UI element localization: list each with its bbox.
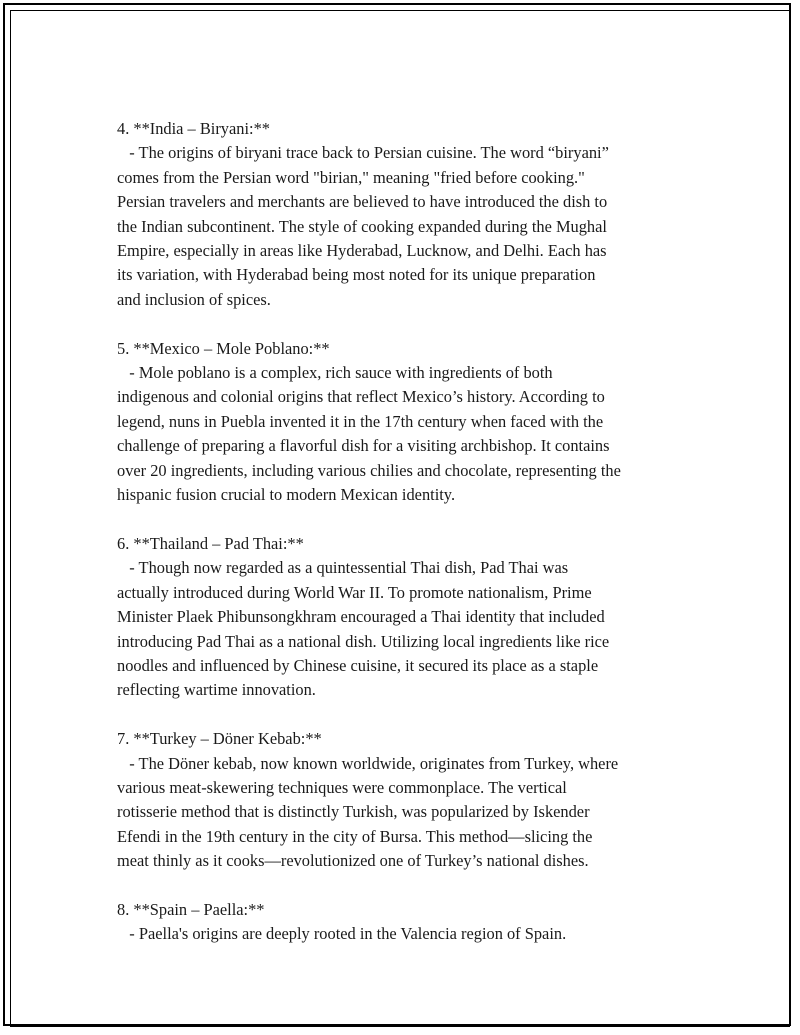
paragraph-line: legend, nuns in Puebla invented it in the 17th century when faced with the [117,411,604,431]
section-heading: 7. **Turkey – Döner Kebab:** [117,729,322,749]
paragraph-line: - The origins of biryani trace back to Persian cuisine. The word “biryani” [117,143,609,163]
paragraph-line: Efendi in the 19th century in the city of Bursa. This method—slicing the [117,826,593,846]
paragraph-line: introducing Pad Thai as a national dish. Utilizing local ingredients like rice [117,631,610,651]
paragraph-line: - Though now regarded as a quintessential Thai dish, Pad Thai was [117,558,569,578]
section-turkey-doner-kebab [117,727,697,873]
paragraph-line: and inclusion of spices. [117,289,271,309]
section-paragraph [117,922,697,946]
section-paragraph [117,141,697,312]
section-heading: 4. **India – Biryani:** [117,119,270,138]
paragraph-line: hispanic fusion crucial to modern Mexican identity. [117,485,456,505]
paragraph-line: the Indian subcontinent. The style of cooking expanded during the Mughal [117,216,607,236]
document-body [117,117,697,971]
section-heading: 8. **Spain – Paella:** [117,899,265,919]
paragraph-line: meat thinly as it cooks—revolutionized one of Turkey’s national dishes. [117,851,589,871]
paragraph-line: reflecting wartime innovation. [117,680,316,700]
paragraph-line: over 20 ingredients, including various chilies and chocolate, representing the [117,460,621,480]
section-mexico-mole-poblano [117,337,697,508]
paragraph-line: - The Döner kebab, now known worldwide, originates from Turkey, where [117,753,619,773]
section-paragraph [117,752,697,874]
section-paragraph [117,556,697,702]
paragraph-line: challenge of preparing a flavorful dish for a visiting archbishop. It contains [117,436,610,456]
paragraph-line: - Mole poblano is a complex, rich sauce with ingredients of both [117,363,553,383]
paragraph-line: - Paella's origins are deeply rooted in the Valencia region of Spain. [117,924,567,944]
paragraph-line: its variation, with Hyderabad being most noted for its unique preparation [117,265,596,285]
paragraph-line: actually introduced during World War II. To promote nationalism, Prime [117,582,592,602]
section-india-biryani [117,117,697,312]
paragraph-line: various meat-skewering techniques were commonplace. The vertical [117,777,567,797]
section-heading: 5. **Mexico – Mole Poblano:** [117,338,330,358]
section-paragraph [117,361,697,507]
paragraph-line: Minister Plaek Phibunsongkhram encouraged a Thai identity that included [117,607,605,627]
paragraph-line: indigenous and colonial origins that reflect Mexico’s history. According to [117,387,605,407]
paragraph-line: Persian travelers and merchants are believed to have introduced the dish to [117,192,608,212]
paragraph-line: noodles and influenced by Chinese cuisine, it secured its place as a staple [117,655,599,675]
paragraph-line: comes from the Persian word "birian," meaning "fried before cooking." [117,167,585,187]
section-spain-paella [117,898,697,947]
section-heading: 6. **Thailand – Pad Thai:** [117,533,304,553]
section-thailand-pad-thai [117,532,697,703]
paragraph-line: Empire, especially in areas like Hyderabad, Lucknow, and Delhi. Each has [117,241,607,261]
paragraph-line: rotisserie method that is distinctly Turkish, was popularized by Iskender [117,802,590,822]
